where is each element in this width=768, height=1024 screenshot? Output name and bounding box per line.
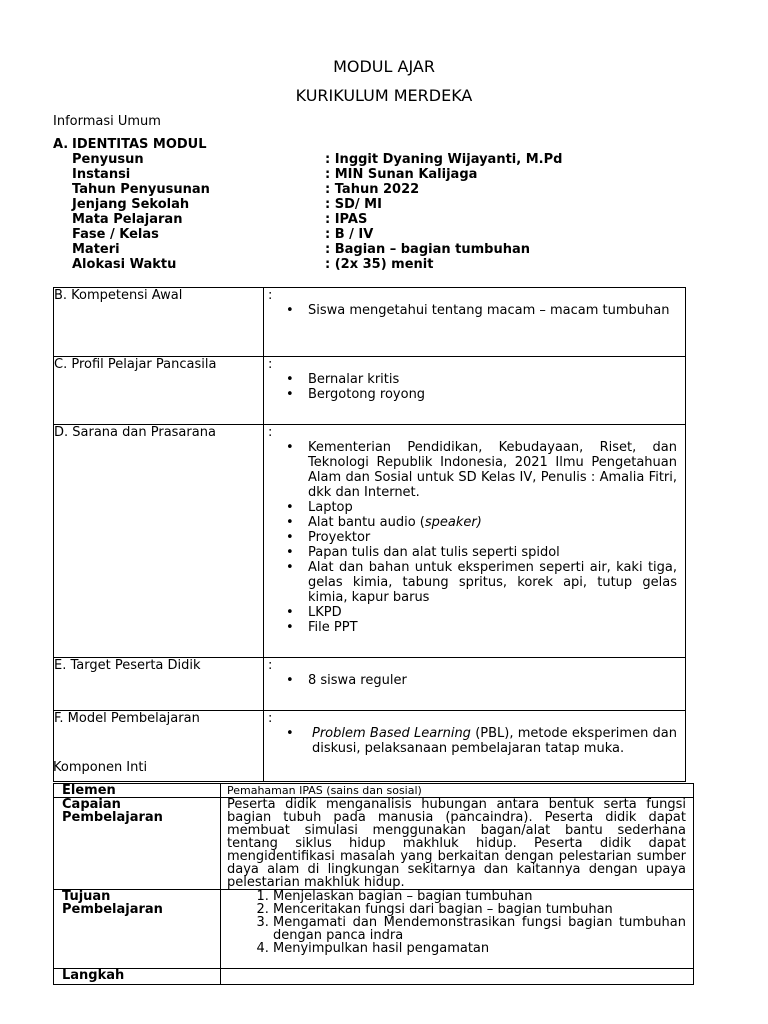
identitas-heading (53, 137, 562, 152)
target-peserta-label: E. Target Peserta Didik (54, 658, 264, 711)
bullet-list (268, 726, 677, 756)
identitas-key: Alokasi Waktu (72, 257, 177, 272)
identitas-key: Fase / Kelas (72, 227, 159, 242)
sarana-prasarana-label: D. Sarana dan Prasarana (54, 425, 264, 658)
list-item: • Bergotong royong (308, 387, 677, 402)
identitas-value: : SD/ MI (325, 197, 382, 212)
target-peserta-value (264, 658, 686, 711)
identitas-value: : Inggit Dyaning Wijayanti, M.Pd (325, 152, 563, 167)
identitas-row (53, 242, 562, 257)
sarana-prasarana-value (264, 425, 686, 658)
capaian-key (54, 798, 221, 890)
identitas-row (53, 227, 562, 242)
identitas-key: Penyusun (72, 152, 144, 167)
colon-mark: : (268, 711, 273, 726)
section-informasi-umum: Informasi Umum (53, 114, 161, 129)
bullet-list (268, 372, 677, 402)
pbl-rest: (PBL), metode eksperimen dan diskusi, pelaksanaan pembelajaran tatap muka. (312, 726, 678, 756)
document-title: MODUL AJAR (333, 57, 435, 76)
identitas-row (53, 257, 562, 272)
colon-mark: : (268, 425, 273, 440)
list-item: 4. Menyimpulkan hasil pengamatan (273, 942, 686, 955)
komponen-table (53, 287, 686, 782)
tujuan-value (221, 890, 694, 969)
identitas-value: : MIN Sunan Kalijaga (325, 167, 478, 182)
audio-prefix: Alat bantu audio ( (308, 515, 425, 530)
model-pembelajaran-label: F. Model Pembelajaran (54, 711, 264, 782)
tujuan-key (54, 890, 221, 969)
identitas-key: Jenjang Sekolah (72, 197, 190, 212)
identitas-value: : B / IV (325, 227, 374, 242)
section-komponen-inti: Komponen Inti (53, 760, 148, 775)
list-item: 2. Menceritakan fungsi dari bagian – bagian tumbuhan (273, 903, 686, 916)
table-row (54, 425, 686, 658)
elemen-key: Elemen (54, 784, 221, 798)
list-item: • Papan tulis dan alat tulis seperti spidol (308, 545, 677, 560)
list-item (308, 726, 677, 756)
kompetensi-awal-value (264, 288, 686, 357)
table-row (54, 798, 694, 890)
table-row (54, 357, 686, 425)
bullet-list (268, 673, 677, 688)
identitas-row (53, 212, 562, 227)
list-item: • Proyektor (308, 530, 677, 545)
tujuan-key-line1: Tujuan (62, 889, 111, 904)
identitas-key: Instansi (72, 167, 131, 182)
capaian-key-line2: Pembelajaran (62, 810, 163, 825)
identitas-value: : Tahun 2022 (325, 182, 420, 197)
table-row (54, 711, 686, 782)
capaian-value: Peserta didik menganalisis hubungan antara bentuk serta fungsi bagian tubuh pada manusia (pancaindra). Peserta didik dapat membuat simulasi menggunakan bagan/alat bantu sederhana tentang siklus hidup makhluk hidup. Peserta didik dapat mengidentifikasi masalah yang berkaitan dengan pelestarian sumber daya alam di lingkungan sekitarnya dan kaitannya dengan upaya pelestarian makhluk hidup. (221, 798, 694, 890)
identitas-value: : IPAS (325, 212, 368, 227)
identitas-row (53, 152, 562, 167)
list-item: • File PPT (308, 620, 677, 635)
list-item: • Kementerian Pendidikan, Kebudayaan, Riset, dan Teknologi Republik Indonesia, 2021 Ilmu Pengetahuan Alam dan Sosial untuk SD Kelas IV, Penulis : Amalia Fitri, dkk dan Internet. (308, 440, 677, 500)
model-pembelajaran-value (264, 711, 686, 782)
numbered-list (227, 890, 686, 955)
pbl-italic: Problem Based Learning (312, 726, 471, 741)
list-item: • Siswa mengetahui tentang macam – macam tumbuhan (308, 303, 677, 318)
profil-pelajar-value (264, 357, 686, 425)
identitas-value: : (2x 35) menit (325, 257, 434, 272)
colon-mark: : (268, 658, 273, 673)
table-row (54, 969, 694, 985)
identitas-title: IDENTITAS MODUL (72, 137, 207, 152)
list-item (308, 515, 677, 530)
colon-mark: : (268, 288, 273, 303)
identitas-key: Tahun Penyusunan (72, 182, 210, 197)
langkah-key: Langkah (54, 969, 221, 985)
bullet-list (268, 440, 677, 635)
komponen-inti-table (53, 783, 694, 985)
elemen-value: Pemahaman IPAS (sains dan sosial) (221, 784, 694, 798)
identitas-key: Mata Pelajaran (72, 212, 183, 227)
langkah-value (221, 969, 694, 985)
table-row (54, 890, 694, 969)
tujuan-key-line2: Pembelajaran (62, 902, 163, 917)
table-row (54, 288, 686, 357)
kompetensi-awal-label: B. Kompetensi Awal (54, 288, 264, 357)
list-item: • 8 siswa reguler (308, 673, 677, 688)
capaian-key-line1: Capaian (62, 797, 121, 812)
identitas-modul (53, 137, 562, 272)
list-item: 1. Menjelaskan bagian – bagian tumbuhan (273, 890, 686, 903)
list-item: • LKPD (308, 605, 677, 620)
colon-mark: : (268, 357, 273, 372)
document-subtitle: KURIKULUM MERDEKA (295, 86, 473, 105)
identitas-row (53, 182, 562, 197)
identitas-row (53, 167, 562, 182)
profil-pelajar-label: C. Profil Pelajar Pancasila (54, 357, 264, 425)
identitas-letter: A. (53, 137, 69, 152)
list-item: • Alat dan bahan untuk eksperimen seperti air, kaki tiga, gelas kimia, tabung spritus, korek api, tutup gelas kimia, kapur barus (308, 560, 677, 605)
identitas-value: : Bagian – bagian tumbuhan (325, 242, 530, 257)
list-item: 3. Mengamati dan Mendemonstrasikan fungsi bagian tumbuhan dengan panca indra (273, 916, 686, 942)
identitas-row (53, 197, 562, 212)
audio-italic: speaker) (424, 515, 482, 530)
identitas-key: Materi (72, 242, 120, 257)
table-row (54, 784, 694, 798)
list-item: • Laptop (308, 500, 677, 515)
list-item: • Bernalar kritis (308, 372, 677, 387)
table-row (54, 658, 686, 711)
bullet-list (268, 303, 677, 318)
